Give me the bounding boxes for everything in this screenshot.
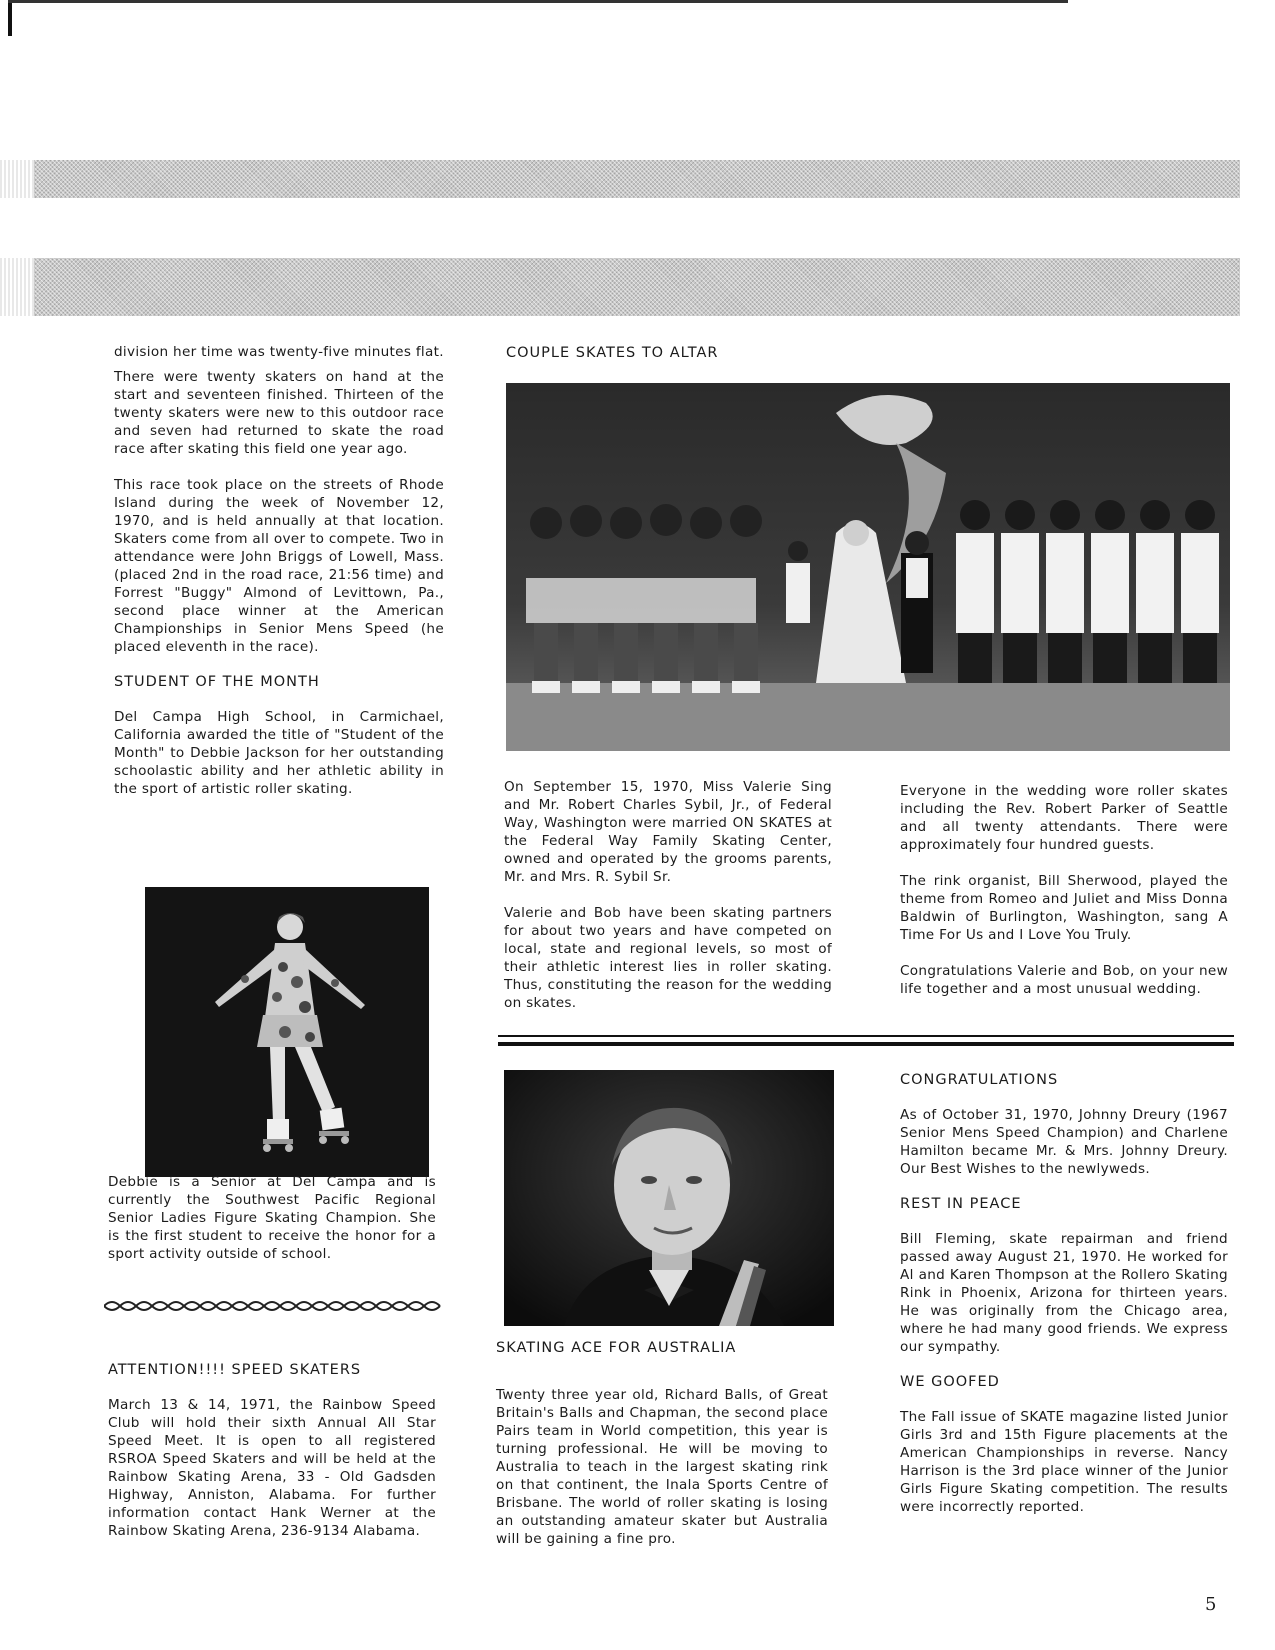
portrait-icon — [504, 1070, 834, 1326]
header-band-1 — [34, 160, 1240, 198]
page-number: 5 — [1205, 1594, 1217, 1615]
wedding-scene-icon — [506, 383, 1230, 751]
race-paragraph-2: This race took place on the streets of Rhode Island during the week of November 12, 1970, and is held annually at that location. Skaters come from all over to compete. Two in attendance were John Briggs of Lowell, Mass. (placed 2nd in the road race, 21:56 time) and Forrest "Buggy" Almond of Levittown, Pa., second place winner at the American Championships in Senior Mens Speed (he placed eleventh in the race). — [114, 477, 444, 655]
student-heading: STUDENT OF THE MONTH — [114, 674, 320, 690]
wedding-paragraph-5: Congratulations Valerie and Bob, on your new life together and a most unusual wedding. — [900, 963, 1228, 997]
wedding-heading: COUPLE SKATES TO ALTAR — [506, 345, 719, 361]
band-left-strip-2 — [0, 258, 34, 316]
we-goofed-heading: WE GOOFED — [900, 1374, 1000, 1390]
speed-paragraph: March 13 & 14, 1971, the Rainbow Speed Club will hold their sixth Annual All Star Speed Meet. It is open to all registered RSROA Speed Skaters and will be held at the Rainbow Skating Arena, 33 - Old Gadsden Highway, Anniston, Alabama. For further information contact Hank Werner at the Rainbow Skating Arena, 236-9134 Alabama. — [108, 1397, 436, 1539]
wedding-paragraph-4: The rink organist, Bill Sherwood, played the theme from Romeo and Juliet and Miss Donna Baldwin of Burlington, Washington, sang A Time For Us and I Love You Truly. — [900, 873, 1228, 943]
top-rule — [8, 0, 1068, 3]
wedding-photo — [506, 383, 1230, 751]
header-band-2 — [34, 258, 1240, 316]
band-left-strip-1 — [0, 160, 34, 198]
right-column — [900, 1072, 1228, 1516]
student-paragraph-2: Debbie is a Senior at Del Campa and is currently the Southwest Pacific Regional Senior Ladies Figure Skating Champion. She is the first student to receive the honor for a sport activity outside of school. — [108, 1174, 436, 1262]
australia-heading: SKATING ACE FOR AUSTRALIA — [496, 1340, 737, 1356]
speed-heading: ATTENTION!!!! SPEED SKATERS — [108, 1362, 362, 1378]
wedding-paragraph-3: Everyone in the wedding wore roller skates including the Rev. Robert Parker of Seattle and all twenty attendants. There were approximately four hundred guests. — [900, 783, 1228, 853]
speed-section — [108, 1362, 436, 1540]
richard-balls-photo — [504, 1070, 834, 1326]
rest-in-peace-paragraph: Bill Fleming, skate repairman and friend passed away August 21, 1970. He worked for Al and Karen Thompson at the Rollero Skating Rink in Phoenix, Arizona for thirteen years. He was originally from the Chicago area, where he had many good friends. We express our sympathy. — [900, 1231, 1228, 1355]
continued-text: division her time was twenty-five minutes flat. — [114, 344, 444, 360]
corner-mark — [8, 0, 12, 36]
wedding-paragraph-2: Valerie and Bob have been skating partners for about two years and have competed on local, state and regional levels, so most of their athletic interest lies in roller skating. Thus, constituting the reason for the wedding on skates. — [504, 905, 832, 1011]
congratulations-paragraph: As of October 31, 1970, Johnny Dreury (1967 Senior Mens Speed Champion) and Charlene Hamilton became Mr. & Mrs. Johnny Dreury. Our Best Wishes to the newlyweds. — [900, 1107, 1228, 1177]
section-divider-thick — [498, 1042, 1234, 1046]
australia-paragraph: Twenty three year old, Richard Balls, of Great Britain's Balls and Chapman, the second place Pairs team in World competition, this year is turning professional. He will be moving to Australia to teach in the largest skating rink on that continent, the Inala Sports Centre of Brisbane. The world of roller skating is losing an outstanding amateur skater but Australia will be gaining a fine pro. — [496, 1387, 828, 1547]
we-goofed-paragraph: The Fall issue of SKATE magazine listed Junior Girls 3rd and 15th Figure placements at the American Championships in reverse. Nancy Harrison is the 3rd place winner of the Junior Girls Figure Skating competition. The results were incorrectly reported. — [900, 1409, 1228, 1515]
skater-photo — [145, 887, 429, 1177]
rest-in-peace-heading: REST IN PEACE — [900, 1196, 1022, 1212]
left-column — [114, 343, 444, 798]
race-paragraph-1: There were twenty skaters on hand at the start and seventeen finished. Thirteen of the twenty skaters were new to this outdoor race and seven had returned to skate the road race after skating this field one year ago. — [114, 369, 444, 457]
skater-figure-icon — [145, 887, 429, 1177]
wedding-paragraph-1: On September 15, 1970, Miss Valerie Sing and Mr. Robert Charles Sybil, Jr., of Federal Way, Washington were married ON SKATES at the Federal Way Family Skating Center, owned and operated by the grooms parents, Mr. and Mrs. R. Sybil Sr. — [504, 779, 832, 885]
student-paragraph-1: Del Campa High School, in Carmichael, California awarded the title of "Student of the Month" to Debbie Jackson for her outstanding schoolastic ability and her athletic ability in the sport of artistic roller skating. — [114, 709, 444, 797]
congratulations-heading: CONGRATULATIONS — [900, 1072, 1059, 1088]
section-divider-thin — [498, 1035, 1234, 1037]
ornament-border — [104, 1298, 446, 1314]
